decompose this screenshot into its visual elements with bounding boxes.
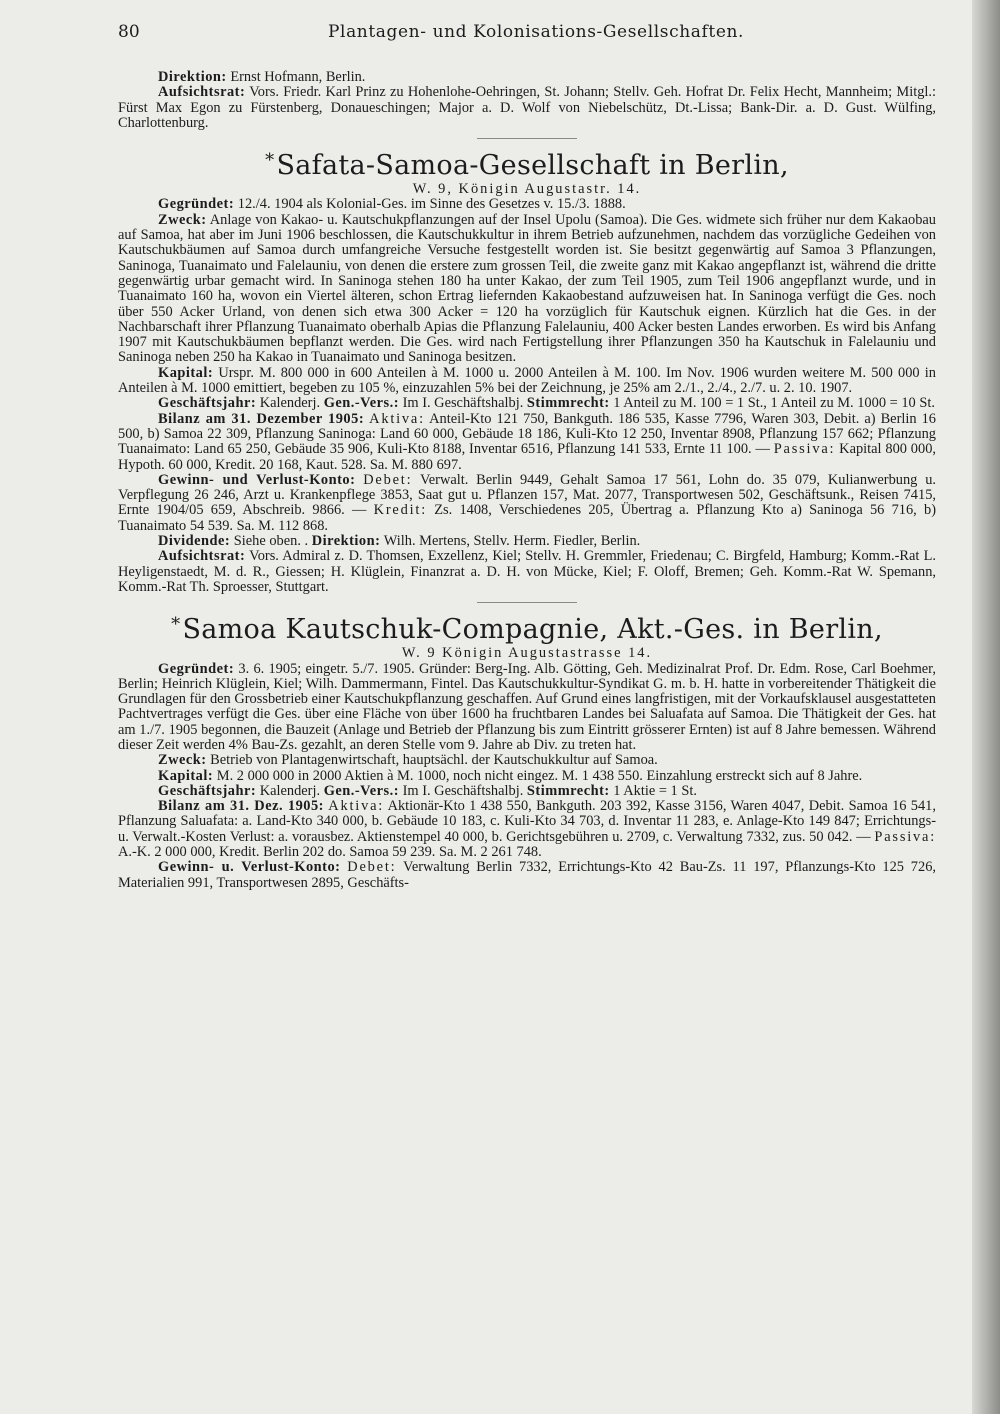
book-spine-edge — [972, 0, 1000, 1414]
company-address-safata: W. 9, Königin Augustastr. 14. — [412, 181, 642, 198]
prev-direktion: Direktion: Ernst Hofmann, Berlin. — [158, 69, 366, 85]
divider — [477, 138, 577, 139]
samoa-zweck: Zweck: Betrieb von Plantagenwirtschaft, hauptsächl. der Kautschukkultur auf Samoa. — [158, 752, 658, 769]
safata-dividende: Dividende: Siehe oben. . Direktion: Wilh. Mertens, Stellv. Herm. Fiedler, Berlin. — [158, 533, 641, 550]
samoa-kapital: Kapital: M. 2 000 000 in 2000 Aktien à M. 1000, noch nicht eingez. M. 1 438 550. Einzahlung erstreckt sich auf 8 Jahre. — [158, 767, 863, 784]
safata-aufsichtsrat: Aufsichtsrat: Vors. Admiral z. D. Thomsen, Exzellenz, Kiel; Stellv. H. Gremmler, Friedenau; C. Birgfeld, Hamburg; Komm.-Rat L. Heyligenstaedt, M. d. R., Giessen; H. Klüglein, Finanzrat a. D. H. von Mücke, Kiel; F. Oloff, Bremen; Geh. Komm.-Rat W. Spemann, Komm.-Rat Th. Sproesser, Stuttgart. — [118, 548, 936, 595]
page-header — [118, 22, 940, 46]
text-column — [118, 70, 936, 891]
running-head: Plantagen- und Kolonisations-Gesellschaften. — [328, 22, 745, 42]
prev-aufsichtsrat: Aufsichtsrat: Vors. Friedr. Karl Prinz zu Hohenlohe-Oehringen, St. Johann; Stellv. Geh. Hofrat Dr. Felix Hecht, Mannheim; Mitgl.: Fürst Max Egon zu Fürstenberg, Donaueschingen; Major a. D. Wolf von Niebelschütz, Dt.-Lissa; Bank-Dir. a. D. Gust. Wülfing, Charlottenburg. — [118, 84, 936, 131]
page-number: 80 — [118, 22, 140, 42]
company-title-safata: *Safata-Samoa-Gesellschaft in Berlin, — [265, 150, 789, 182]
samoa-bilanz: Bilanz am 31. Dez. 1905: Aktiva: Aktionär-Kto 1 438 550, Bankguth. 203 392, Kasse 3156, Waren 4047, Debit. Samoa 16 541, Pflanzung Saluafata: a. Land-Kto 340 000, b. Gebäude 10 183, c. Kuli-Kto 34 703, d. Inventar 11 283, e. Anlage-Kto 149 847; Errichtungs- u. Verwalt.-Kosten Verlust: a. vorausbez. Aktienstempel 40 000, b. Gerichtsgebühren u. 2709, c. Verwaltung 7332, zus. 50 042. — Passiva: A.-K. 2 000 000, Kredit. Berlin 202 do. Samoa 59 239. Sa. M. 2 261 748. — [118, 798, 936, 861]
company-title-samoa: *Samoa Kautschuk-Compagnie, Akt.-Ges. in Berlin, — [171, 614, 883, 646]
samoa-geschaeftsjahr: Geschäftsjahr: Kalenderj. Gen.-Vers.: Im I. Geschäftshalbj. Stimmrecht: 1 Aktie = 1 St. — [158, 782, 697, 799]
samoa-gegruendet: Gegründet: 3. 6. 1905; eingetr. 5./7. 1905. Gründer: Berg-Ing. Alb. Götting, Geh. Medizinalrat Prof. Dr. Edm. Rose, Carl Boehmer, Berlin; Heinrich Klüglein, Kiel; Wilh. Dammermann, Fintel. Das Kautschukkultur-Syndikat G. m. b. H. hatte in vorbereitender Thätigkeit die Grundlagen für den Grossbetrieb einer Kautschukpflanzung geschaffen. Auf Grund eines langfristigen, mit der Vorkaufsklausel ausgestatteten Pachtvertrages verfügt die Ges. über eine Fläche von über 1600 ha fruchtbaren Landes bei Saluafata auf Samoa. Die Thätigkeit der Ges. hat am 1./7. 1905 begonnen, die Bauzeit (Anlage und Betrieb der Pflanzung bis zum Eintritt grösserer Ernten) ist auf 8 Jahre bemessen. Während dieser Zeit werden 4% Bau-Zs. gezahlt, an deren Stelle vom 9. Jahre ab Div. zu treten hat. — [118, 660, 936, 753]
safata-gegruendet: Gegründet: 12./4. 1904 als Kolonial-Ges. im Sinne des Gesetzes v. 15./3. 1888. — [158, 196, 626, 213]
samoa-guv: Gewinn- u. Verlust-Konto: Debet: Verwaltung Berlin 7332, Errichtungs-Kto 42 Bau-Zs. 11 197, Pflanzungs-Kto 125 726, Materialien 991, Transportwesen 2895, Geschäfts- — [118, 859, 936, 891]
company-address-samoa: W. 9 Königin Augustastrasse 14. — [401, 645, 653, 662]
safata-geschaeftsjahr: Geschäftsjahr: Kalenderj. Gen.-Vers.: Im I. Geschäftshalbj. Stimmrecht: 1 Anteil zu M. 100 = 1 St., 1 Anteil zu M. 1000 = 10 St. — [158, 395, 935, 412]
safata-guv: Gewinn- und Verlust-Konto: Debet: Verwalt. Berlin 9449, Gehalt Samoa 17 561, Lohn do. 35 079, Kulianwerbung u. Verpflegung 26 246, Arzt u. Krankenpflege 3853, Saat gut u. Pflanzen 157, Mat. 2077, Transportwesen 502, Geschäftsunk., Reisen 7415, Ernte 1904/05 659, Abschreib. 9866. — Kredit: Zs. 1408, Verschiedenes 205, Übertrag a. Pflanzung Kto a) Saninoga 56 716, b) Tuanaimato 54 539. Sa. M. 112 868. — [118, 471, 936, 534]
divider — [477, 602, 577, 603]
safata-zweck: Zweck: Anlage von Kakao- u. Kautschukpflanzungen auf der Insel Upolu (Samoa). Die Ges. widmete sich früher nur dem Kakaobau auf Samoa, hat aber im Juni 1906 beschlossen, die Kautschukkultur in ihrem Betrieb aufzunehmen, nachdem das vorzügliche Gedeihen von Kautschukbäumen auf Samoa durch umfangreiche Versuche festgestellt worden ist. Sie besitzt gegenwärtig auf Samoa 3 Pflanzungen, Saninoga, Tuanaimato und Falelauniu, von denen die erstere zum grossen Teil, die zweite ganz mit Kakao angepflanzt ist, während die dritte gegenwärtig urbar gemacht wird. In Saninoga stehen 180 ha unter Kakao, der zum Teil 1905, zum Teil 1906 angepflanzt wurde, und in Tuanaimato 160 ha, wovon ein Viertel älteren, schon Ertrag liefernden Kakaobestand aufzuweisen hat. In Saninoga verfügt die Ges. noch über 550 Acker Urland, von denen sich etwa 300 Acker = 120 ha vorzüglich für Kautschuk eignen. Kürzlich hat die Ges. in der Nachbarschaft ihrer Pflanzung Tuanaimato oberhalb Apias die Pflanzung Falelauniu, 400 Acker besten Landes erworben. Es wird bis Anfang 1907 mit Kautschukbäumen bepflanzt werden. Die Ges. wird nach Fertigstellung ihrer Pflanzungen 350 ha Kautschuk in Falelauniu und Saninoga neben 250 ha Kakao in Tuanaimato und Saninoga besitzen. — [118, 211, 936, 366]
safata-bilanz: Bilanz am 31. Dezember 1905: Aktiva: Anteil-Kto 121 750, Bankguth. 186 535, Kasse 7796, Waren 303, Debit. a) Berlin 16 500, b) Samoa 22 309, Pflanzung Saninoga: Land 60 000, Gebäude 18 186, Kuli-Kto 12 250, Inventar 8908, Pflanzung 157 662; Pflanzung Tuanaimato: Land 65 250, Gebäude 35 906, Kuli-Kto 8188, Inventar 6516, Pflanzung 141 533, Ernte 11 100. — Passiva: Kapital 800 000, Hypoth. 60 000, Kredit. 20 168, Kaut. 528. Sa. M. 880 697. — [118, 410, 936, 473]
safata-kapital: Kapital: Urspr. M. 800 000 in 600 Anteilen à M. 1000 u. 2000 Anteilen à M. 100. Im Nov. 1906 wurden weitere M. 500 000 in Anteilen à M. 1000 emittiert, begeben zu 105 %, einzuzahlen 5% bei der Zeichnung, je 25% am 2./1., 2./4., 2./7. u. 2. 10. 1907. — [118, 364, 936, 397]
